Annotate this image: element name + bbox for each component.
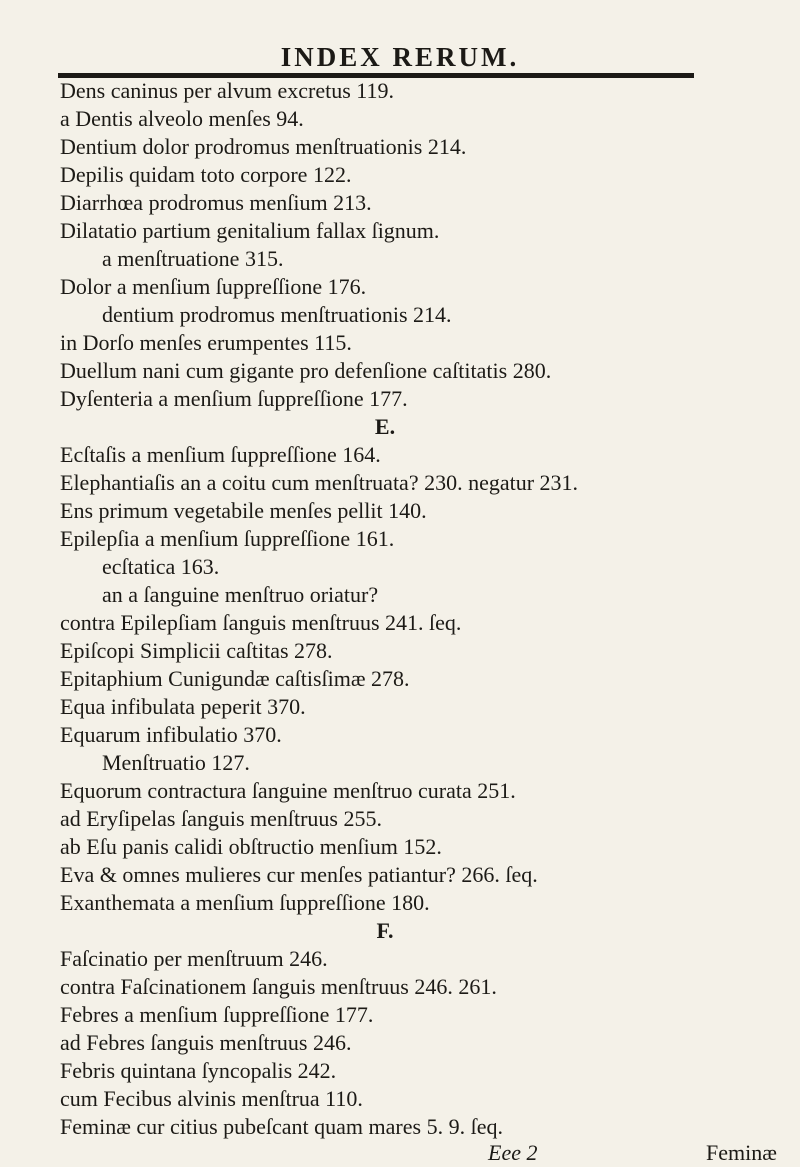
index-entry: ad Febres ſanguis menſtruus 246.: [60, 1030, 352, 1055]
index-entry: Ecſtaſis a menſium ſuppreſſione 164.: [60, 442, 381, 467]
index-entry: Epiſcopi Simplicii caſtitas 278.: [60, 638, 333, 663]
page-footer: [0, 1139, 800, 1167]
index-entry: ab Eſu panis calidi obſtructio menſium 152.: [60, 834, 442, 859]
index-entry: Febris quintana ſyncopalis 242.: [60, 1058, 337, 1083]
index-entry: Equa infibulata peperit 370.: [60, 694, 306, 719]
index-entry: Exanthemata a menſium ſuppreſſione 180.: [60, 890, 430, 915]
index-entry: Equorum contractura ſanguine menſtruo curata 251.: [60, 778, 516, 803]
index-entry: in Dorſo menſes erumpentes 115.: [60, 330, 352, 355]
index-entry: Epilepſia a menſium ſuppreſſione 161.: [60, 526, 395, 551]
index-entry: Dolor a menſium ſuppreſſione 176.: [60, 274, 367, 299]
index-entry: Elephantiaſis an a coitu cum menſtruata? 230. negatur 231.: [60, 470, 579, 495]
index-entry: ad Eryſipelas ſanguis menſtruus 255.: [60, 806, 382, 831]
index-subentry: Menſtruatio 127.: [102, 750, 250, 775]
index-entry: Eva & omnes mulieres cur menſes patiantur? 266. ſeq.: [60, 862, 538, 887]
index-entry: Feminæ cur citius pubeſcant quam mares 5. 9. ſeq.: [60, 1114, 503, 1139]
signature-mark: Eee 2: [488, 1140, 538, 1165]
index-subentry: a menſtruatione 315.: [102, 246, 284, 271]
index-entry: Ens primum vegetabile menſes pellit 140.: [60, 498, 427, 523]
section-letter: E.: [374, 414, 396, 439]
index-entry: Faſcinatio per menſtruum 246.: [60, 946, 328, 971]
index-entry: contra Faſcinationem ſanguis menſtruus 246. 261.: [60, 974, 497, 999]
index-entry: Febres a menſium ſuppreſſione 177.: [60, 1002, 374, 1027]
index-subentry: dentium prodromus menſtruationis 214.: [102, 302, 452, 327]
index-entry: Duellum nani cum gigante pro defenſione caſtitatis 280.: [60, 358, 552, 383]
catchword: Feminæ: [706, 1140, 777, 1165]
index-subentry: an a ſanguine menſtruo oriatur?: [102, 582, 379, 607]
index-entry: contra Epilepſiam ſanguis menſtruus 241. ſeq.: [60, 610, 462, 635]
index-entry: Equarum infibulatio 370.: [60, 722, 282, 747]
index-entry: Depilis quidam toto corpore 122.: [60, 162, 352, 187]
index-entry: Diarrhœa prodromus menſium 213.: [60, 190, 372, 215]
section-letter: F.: [376, 918, 394, 943]
index-subentry: ecſtatica 163.: [102, 554, 220, 579]
index-entry: Dilatatio partium genitalium fallax ſignum.: [60, 218, 440, 243]
index-entry: Dyſenteria a menſium ſuppreſſione 177.: [60, 386, 408, 411]
index-entry: cum Fecibus alvinis menſtrua 110.: [60, 1086, 363, 1111]
index-entry: Dens caninus per alvum excretus 119.: [60, 78, 394, 103]
index-entry: a Dentis alveolo menſes 94.: [60, 106, 304, 131]
index-entry: Dentium dolor prodromus menſtruationis 214.: [60, 134, 467, 159]
page-title: INDEX RERUM.: [280, 42, 520, 72]
index-entry: Epitaphium Cunigundæ caſtisſimæ 278.: [60, 666, 410, 691]
